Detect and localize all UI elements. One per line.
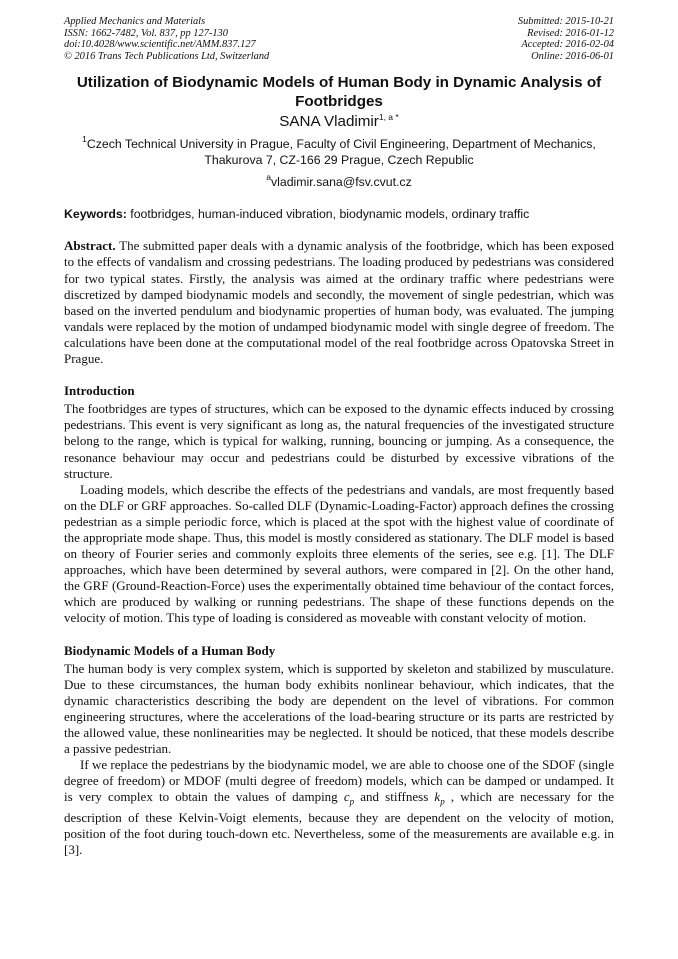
intro-paragraph-2: Loading models, which describe the effects of the pedestrians and vandals, are most frequently based on the DLF or GRF approaches. So-called DLF (Dynamic-Loading-Factor) approach defines the crossing pedestrian as a simple periodic force, which is placed at the spot with the highest value of coordinate of the appropriate mode shape. Thus, this model is mostly considered as stationary. The DLF model is based on theory of Fourier series and commonly exploits three elements of the series, see e.g. [1]. The DLF approaches, which have been determined by several authors, were compared in [2]. On the other hand, the GRF (Ground-Reaction-Force) uses the experimentally obtained time behaviour of the contact forces, which are produced by walking or running pedestrians. The shape of these functions depends on the velocity of motion. This type of loading is considered as moveable with constant velocity of motion. xyxy=(64,481,614,626)
submission-dates xyxy=(518,16,614,62)
biodynamic-paragraph-2-part-a: If we replace the pedestrians by the biodynamic model, we are able to choose one of the SDOF (single degree of freedom) or MDOF (multi degree of freedom) models, which can be damped or undamped. It is very complex to obtain the values of damping xyxy=(64,757,614,805)
author-superscript: 1, a * xyxy=(378,112,399,123)
email-address[interactable]: vladimir.sana@fsv.cvut.cz xyxy=(271,175,412,190)
paper-title: Utilization of Biodynamic Models of Human Body in Dynamic Analysis of Footbridges xyxy=(76,74,602,111)
issn-line: ISSN: 1662-7482, Vol. 837, pp 127-130 xyxy=(64,27,228,39)
biodynamic-paragraph-2 xyxy=(64,757,614,858)
stiffness-symbol-letter: k xyxy=(434,789,441,805)
damping-symbol-subscript: p xyxy=(349,796,355,807)
section-heading-biodynamic-models: Biodynamic Models of a Human Body xyxy=(64,642,276,658)
abstract xyxy=(64,238,614,367)
intro-paragraph-1: The footbridges are types of structures, which can be exposed to the dynamic effects induced by crossing pedestrians. This event is very significant as long as, the natural frequencies of the investigated structure belong to the range, which is typical for walking, running, bouncing or jumping. As a consequence, the resonance behaviour may occur and pedestrians could be disturbed by excessive vibrations of the structure. xyxy=(64,401,614,481)
revised-date: Revised: 2016-01-12 xyxy=(527,27,614,39)
damping-symbol xyxy=(343,789,355,807)
paper-page xyxy=(64,16,614,858)
doi-line: doi:10.4028/www.scientific.net/AMM.837.127 xyxy=(64,39,256,51)
keywords-label: Keywords: xyxy=(64,207,127,222)
biodynamic-paragraph-2-part-b: and stiffness xyxy=(360,789,429,805)
stiffness-symbol-subscript: p xyxy=(440,796,445,807)
abstract-text: The submitted paper deals with a dynamic analysis of the footbridge, which has been exposed to the effects of vandalism and crossing pedestrians. The loading produced by pedestrians was considered for two typical states. Firstly, the analysis was aimed at the ordinary traffic where pedestrians were discretized by damped biodynamic models and secondly, the movement of single pedestrian, which was based on the inverted pendulum and biodynamic properties of human body, was evaluated. The jumping vandals were replaced by the motion of undamped biodynamic model with single degree of freedom. The calculations have been done at the computational model of the real footbridge across Opatovska Street in Prague. xyxy=(64,238,615,367)
affiliation-text: Czech Technical University in Prague, Faculty of Civil Engineering, Department of Mechanics, Thakurova 7, CZ-166 29 Prague, Czech Republic xyxy=(86,137,596,168)
journal-header xyxy=(64,16,614,62)
damping-symbol-letter: c xyxy=(343,789,350,805)
abstract-label: Abstract. xyxy=(64,238,116,254)
keywords xyxy=(64,206,614,222)
author-name: SANA Vladimir xyxy=(279,113,379,131)
affiliation-superscript: 1 xyxy=(82,134,87,145)
journal-name: Applied Mechanics and Materials xyxy=(64,16,206,27)
author-line xyxy=(64,112,614,131)
submitted-date: Submitted: 2015-10-21 xyxy=(517,16,614,27)
stiffness-symbol xyxy=(434,789,445,807)
online-date: Online: 2016-06-01 xyxy=(531,50,614,62)
biodynamic-paragraph-2-part-c: , which are necessary for the description of these Kelvin-Voigt elements, because they are dependent on the velocity of motion, position of the foot during touch-down etc. Nevertheless, some of the measurements are available e.g. in [3]. xyxy=(64,789,614,858)
email-superscript: a xyxy=(266,172,271,183)
affiliation xyxy=(64,136,614,168)
email-line xyxy=(64,174,614,190)
accepted-date: Accepted: 2016-02-04 xyxy=(521,39,614,51)
copyright-line: © 2016 Trans Tech Publications Ltd, Switzerland xyxy=(64,50,270,62)
journal-info xyxy=(64,16,269,62)
section-heading-introduction: Introduction xyxy=(64,383,135,399)
keywords-text: footbridges, human-induced vibration, biodynamic models, ordinary traffic xyxy=(130,207,530,222)
biodynamic-paragraph-1: The human body is very complex system, which is supported by skeleton and stabilized by musculature. Due to these circumstances, the human body exhibits nonlinear behaviour, which indicates, that the dynamic characteristics describing the body are dependent on the level of vibrations. For common engineering structures, where the accelerations of the load-bearing structure or its parts are restricted by the allowed value, these nonlinearities may be neglected. It should be noticed, that these models describe a passive pedestrian. xyxy=(64,660,614,757)
